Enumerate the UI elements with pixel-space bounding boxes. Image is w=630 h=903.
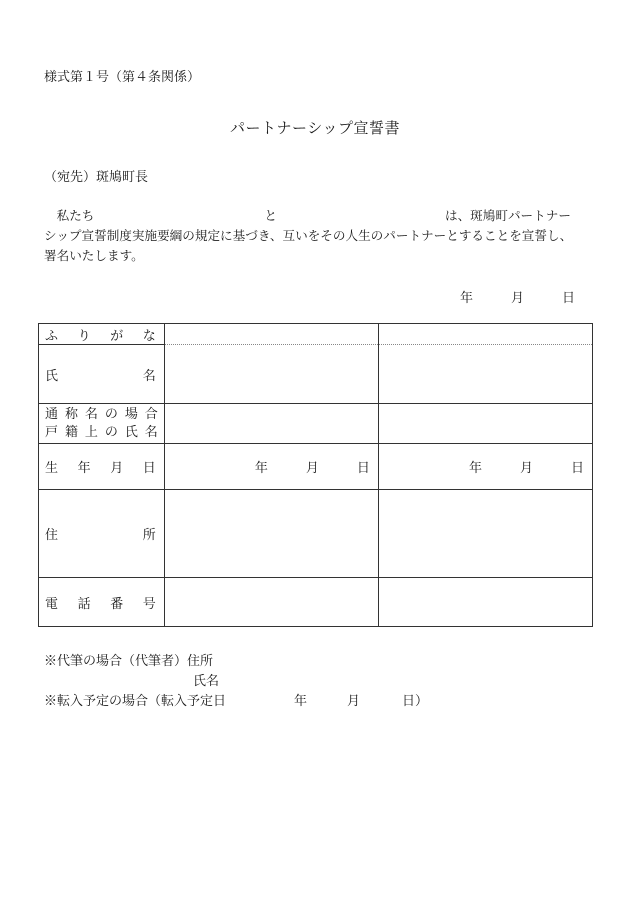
declaration-and: と <box>264 208 277 223</box>
proxy-note-address: ※代筆の場合（代筆者）住所 <box>44 654 214 669</box>
transfer-day-label: 日） <box>402 694 429 709</box>
form-number: 様式第１号（第４条関係） <box>44 70 201 85</box>
address-field-1[interactable] <box>164 490 378 578</box>
addressee: （宛先）斑鳩町長 <box>44 170 149 185</box>
declaration-date[interactable] <box>460 287 575 306</box>
partner-info-table <box>38 323 593 627</box>
birth-year-label: 年 <box>254 461 268 476</box>
table-row-name <box>39 345 593 404</box>
date-year-label: 年 <box>460 291 474 306</box>
address-label: 住 所 <box>39 490 165 578</box>
birth-month-label: 月 <box>519 461 533 476</box>
furigana-label: ふ り が な <box>39 324 165 345</box>
declaration-line1-suffix: は、斑鳩町パートナー <box>444 208 571 223</box>
birthdate-label: 生 年 月 日 <box>39 444 165 490</box>
table-row-furigana <box>39 324 593 345</box>
birthdate-field-1[interactable] <box>164 444 378 490</box>
name-field-1[interactable] <box>164 345 378 404</box>
birthdate-field-2[interactable] <box>378 444 592 490</box>
alias-field-2[interactable] <box>378 404 592 444</box>
declaration-prefix: 私たち <box>56 208 95 223</box>
table-row-birthdate <box>39 444 593 490</box>
transfer-month-label: 月 <box>347 694 361 709</box>
table-row-address <box>39 490 593 578</box>
page-title: パートナーシップ宣誓書 <box>230 119 400 137</box>
transfer-year-label: 年 <box>294 694 308 709</box>
birth-day-label: 日 <box>356 461 370 476</box>
phone-field-2[interactable] <box>378 578 592 627</box>
birth-day-label: 日 <box>570 461 584 476</box>
name-field-2[interactable] <box>378 345 592 404</box>
furigana-field-2[interactable] <box>378 324 592 345</box>
table-row-phone <box>39 578 593 627</box>
birth-year-label: 年 <box>468 461 482 476</box>
furigana-field-1[interactable] <box>164 324 378 345</box>
declaration-line-3: 署名いたします。 <box>44 248 144 263</box>
declaration-text <box>44 206 572 266</box>
date-month-label: 月 <box>511 291 525 306</box>
address-field-2[interactable] <box>378 490 592 578</box>
name-label: 氏 名 <box>39 345 165 404</box>
alias-field-1[interactable] <box>164 404 378 444</box>
date-day-label: 日 <box>562 291 576 306</box>
transfer-note-prefix: ※転入予定の場合（転入予定日 <box>44 694 227 709</box>
alias-label: 通 称 名 の 場 合 戸 籍 上 の 氏 名 <box>39 404 165 444</box>
phone-field-1[interactable] <box>164 578 378 627</box>
declaration-line-1 <box>44 206 572 226</box>
transfer-note <box>44 690 428 709</box>
proxy-note-name: 氏名 <box>193 674 220 689</box>
table-row-alias <box>39 404 593 444</box>
declaration-line-2: シップ宣誓制度実施要綱の規定に基づき、互いをその人生のパートナーとすることを宣誓し、 <box>44 228 573 243</box>
birth-month-label: 月 <box>305 461 319 476</box>
phone-label: 電 話 番 号 <box>39 578 165 627</box>
